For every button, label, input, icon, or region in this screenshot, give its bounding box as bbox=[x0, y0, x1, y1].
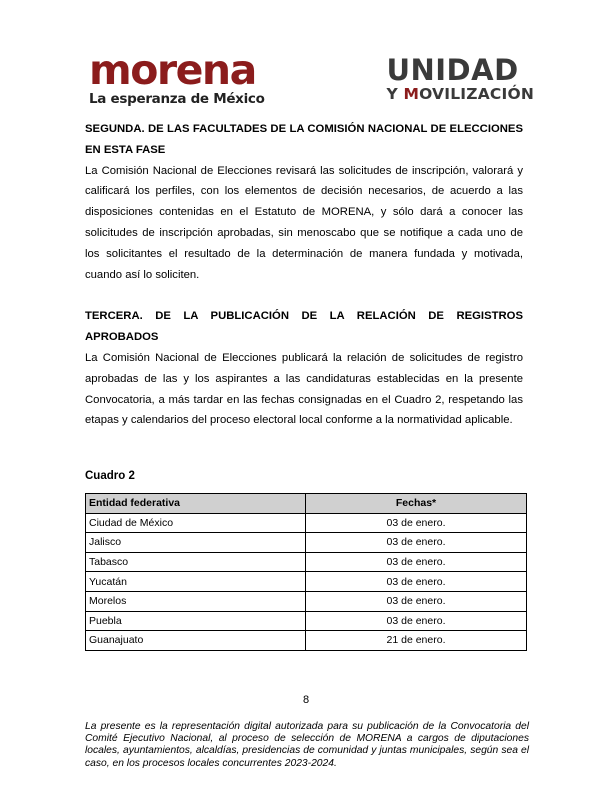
table-cell-entidad: Ciudad de México bbox=[86, 513, 306, 533]
table-row bbox=[86, 611, 527, 631]
table-cell-entidad: Jalisco bbox=[86, 533, 306, 553]
unidad-logo-line2-rest: OVILIZACIÓN bbox=[419, 85, 534, 103]
page-number: 8 bbox=[302, 694, 310, 706]
dates-table bbox=[85, 493, 527, 651]
unidad-movilizacion-logo bbox=[386, 55, 534, 103]
footer-disclaimer: La presente es la representación digital autorizada para su publicación de la Convocatoria del Comité Ejecutivo Nacional, al proceso de selección de MORENA a cargos de diputaciones locales, ayuntamientos, alcaldías, presidencias de comunidad y juntas municipales, según sea el caso, en los procesos locales concurrentes 2023-2024. bbox=[85, 721, 529, 769]
table-row bbox=[86, 591, 527, 611]
unidad-logo-line1: UNIDAD bbox=[386, 53, 519, 87]
table-header-row bbox=[86, 494, 527, 514]
table-row bbox=[86, 552, 527, 572]
table-header-entidad: Entidad federativa bbox=[86, 494, 306, 514]
morena-logo-wordmark: morena bbox=[89, 46, 256, 94]
morena-logo bbox=[89, 46, 289, 107]
table-cell-fecha: 03 de enero. bbox=[306, 533, 527, 553]
section-heading-tercera: TERCERA. DE LA PUBLICACIÓN DE LA RELACIÓN DE REGISTROS APROBADOS bbox=[85, 310, 523, 344]
table-title: Cuadro 2 bbox=[85, 470, 135, 482]
table-row bbox=[86, 572, 527, 592]
document-body bbox=[85, 119, 523, 431]
table-header-fechas: Fechas* bbox=[306, 494, 527, 514]
table-cell-fecha: 03 de enero. bbox=[306, 611, 527, 631]
table-cell-entidad: Puebla bbox=[86, 611, 306, 631]
table-cell-fecha: 21 de enero. bbox=[306, 631, 527, 651]
table-row bbox=[86, 631, 527, 651]
section-body-segunda: La Comisión Nacional de Elecciones revisará las solicitudes de inscripción, valorará y calificará los perfiles, con los elementos de decisión necesarios, de acuerdo a las disposiciones contenidas en el Estatuto de MORENA, y sólo dará a conocer las solicitudes de inscripción aprobadas, sin menoscabo que se notifique a cada uno de los solicitantes el resultado de la determinación de manera fundada y motivada, cuando así lo soliciten. bbox=[85, 164, 523, 281]
table-row bbox=[86, 513, 527, 533]
table-cell-fecha: 03 de enero. bbox=[306, 513, 527, 533]
unidad-logo-line2 bbox=[386, 85, 534, 103]
section-heading-segunda: SEGUNDA. DE LAS FACULTADES DE LA COMISIÓN NACIONAL DE ELECCIONES EN ESTA FASE bbox=[85, 123, 523, 156]
section-spacer bbox=[85, 285, 523, 306]
table-cell-fecha: 03 de enero. bbox=[306, 591, 527, 611]
section-body-tercera: La Comisión Nacional de Elecciones publicará la relación de solicitudes de registro aprobadas de las y los aspirantes a las candidaturas establecidas en la presente Convocatoria, a más tardar en las fechas consignadas en el Cuadro 2, respetando las etapas y calendarios del proceso electoral local conforme a la normatividad aplicable. bbox=[85, 351, 523, 427]
table-cell-entidad: Morelos bbox=[86, 591, 306, 611]
morena-logo-tagline: La esperanza de México bbox=[89, 91, 265, 107]
table-cell-entidad: Guanajuato bbox=[86, 631, 306, 651]
table-cell-entidad: Yucatán bbox=[86, 572, 306, 592]
unidad-logo-line2-m: M bbox=[403, 85, 420, 103]
table-cell-entidad: Tabasco bbox=[86, 552, 306, 572]
table-cell-fecha: 03 de enero. bbox=[306, 552, 527, 572]
unidad-logo-line2-prefix: Y bbox=[386, 85, 404, 103]
table-row bbox=[86, 533, 527, 553]
table-cell-fecha: 03 de enero. bbox=[306, 572, 527, 592]
